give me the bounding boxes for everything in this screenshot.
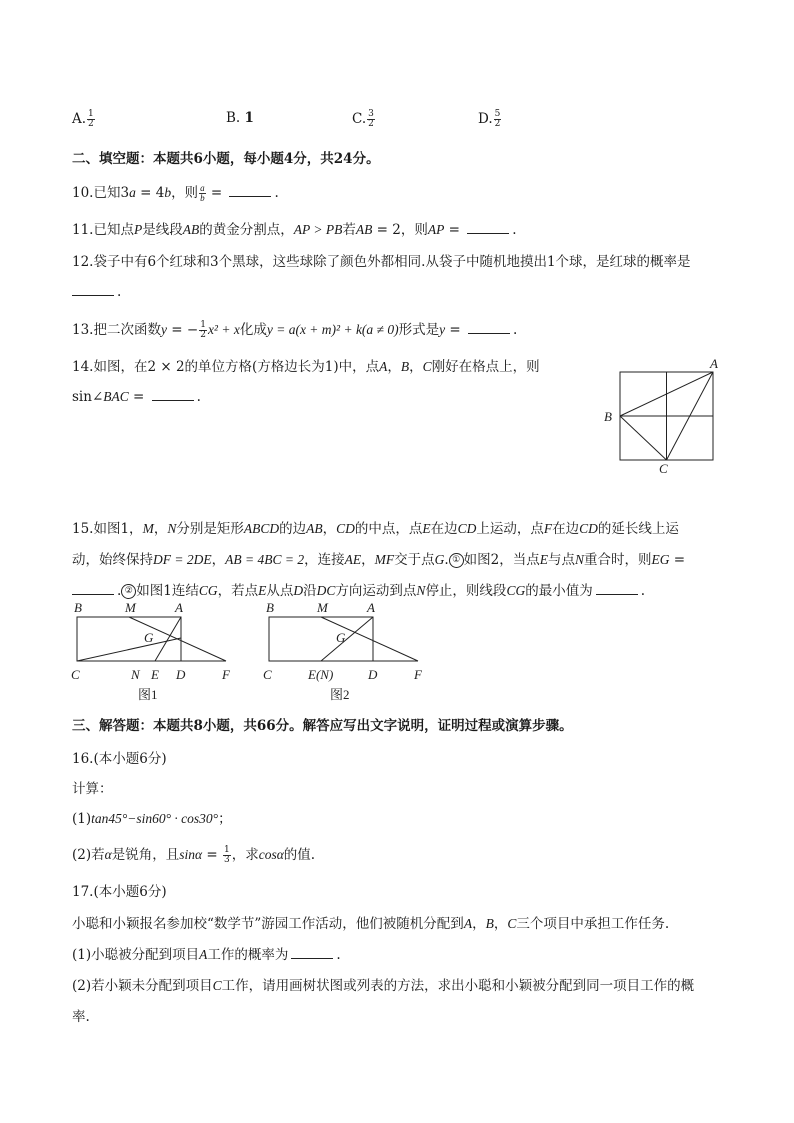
section-2-title: 二、填空题：本题共6小题，每小题4分，共24分。: [72, 151, 380, 167]
question-16-head: 16.(本小题6分): [72, 751, 167, 767]
figure-caption: 图1: [138, 687, 158, 702]
answer-blank[interactable]: [596, 582, 638, 595]
choice-c: C. $\frac{3}{2}$: [352, 109, 374, 129]
label-a: A: [175, 600, 183, 615]
question-14: 14.如图，在2 × 2的单位方格(方格边长为1)中，点A，B，C刚好在格点上，则: [72, 359, 540, 375]
label-b: B: [266, 600, 274, 615]
figure-caption: 图2: [330, 687, 350, 702]
answer-blank[interactable]: [72, 283, 114, 296]
point-label-b: B: [604, 409, 612, 424]
label-f: F: [414, 667, 422, 682]
label-g: G: [336, 630, 346, 645]
answer-blank[interactable]: [152, 388, 194, 401]
question-16-part2: (2)若α是锐角，且sinα = $\frac{1}{3}$ ，求cosα的值.: [72, 845, 316, 865]
answer-blank[interactable]: [468, 321, 510, 334]
label-e: E: [151, 667, 159, 682]
label-d: D: [368, 667, 378, 682]
choice-b: B. 1: [226, 110, 254, 126]
answer-blank[interactable]: [229, 184, 271, 197]
question-15-line2: 动，始终保持DF = 2DE，AB = 4BC = 2，连接AE，MF交于点G. ① 如图2，当点E与点N重合时，则EG =: [72, 552, 686, 568]
answer-blank[interactable]: [467, 221, 509, 234]
question-16-part1: (1)tan45°−sin60° · cos30°；: [72, 811, 232, 827]
circled-two: ②: [121, 584, 136, 599]
fraction: $\frac{3}{2}$: [368, 109, 374, 129]
answer-blank[interactable]: [72, 582, 114, 595]
question-16-calc: 计算：: [72, 781, 113, 797]
question-17-part2: (2)若小颖未分配到项目C工作，请用画树状图或列表的方法，求出小聪和小颖被分配到同一项目工作的概: [72, 978, 695, 994]
figure-15-1: [66, 598, 246, 708]
label-a: A: [367, 600, 375, 615]
question-12-line2: .: [72, 283, 121, 300]
question-14-line2: sin∠BAC = .: [72, 389, 201, 405]
question-13: 13.把二次函数y = − $\frac{1}{2}$ x² + x化成y = a(x + m)² + k(a ≠ 0)形式是y = .: [72, 320, 518, 340]
question-17-head: 17.(本小题6分): [72, 884, 167, 900]
label-m: M: [125, 600, 136, 615]
question-17-part1: (1)小聪被分配到项目A工作的概率为 .: [72, 947, 341, 963]
point-label-a: A: [710, 356, 718, 371]
section-3-title: 三、解答题：本题共8小题，共66分。解答应写出文字说明，证明过程或演算步骤。: [72, 718, 573, 734]
question-10: 10.已知3a = 4b，则 $\frac{a}{b}$ = .: [72, 183, 279, 203]
label-n: N: [131, 667, 140, 682]
label-d: D: [176, 667, 186, 682]
point-label-c: C: [659, 461, 668, 476]
fraction: $\frac{1}{2}$: [88, 109, 94, 129]
fraction: $\frac{5}{2}$: [494, 109, 501, 129]
label-b: B: [74, 600, 82, 615]
label-c: C: [263, 667, 272, 682]
question-17-intro: 小聪和小颖报名参加校“数学节”游园工作活动，他们被随机分配到A，B，C三个项目中承担工作任务.: [72, 916, 670, 932]
label-c: C: [71, 667, 80, 682]
label-g: G: [144, 630, 154, 645]
choice-d: D. $\frac{5}{2}$: [478, 109, 501, 129]
circled-one: ①: [449, 553, 464, 568]
label-m: M: [317, 600, 328, 615]
label-f: F: [222, 667, 230, 682]
question-15-line3: . ② 如图1连结CG，若点E从点D沿DC方向运动到点N停止，则线段CG的最小值为 .: [72, 579, 645, 599]
answer-blank[interactable]: [291, 946, 333, 959]
question-11: 11.已知点P是线段AB的黄金分割点，AP > PB若AB = 2，则AP = .: [72, 222, 517, 238]
question-17-part2-end: 率.: [72, 1009, 90, 1025]
question-12: 12.袋子中有6个红球和3个黑球，这些球除了颜色外都相同.从袋子中随机地摸出1个球，是红球的概率是: [72, 254, 691, 270]
label-e-n: E(N): [308, 667, 334, 682]
choice-a: A. $\frac{1}{2}$: [72, 109, 94, 129]
figure-15-2: [258, 598, 438, 708]
question-15: 15.如图1，M，N分别是矩形ABCD的边AB，CD的中点，点E在边CD上运动，点F在边CD的延长线上运: [72, 521, 679, 537]
figure-14-grid: [596, 352, 726, 477]
